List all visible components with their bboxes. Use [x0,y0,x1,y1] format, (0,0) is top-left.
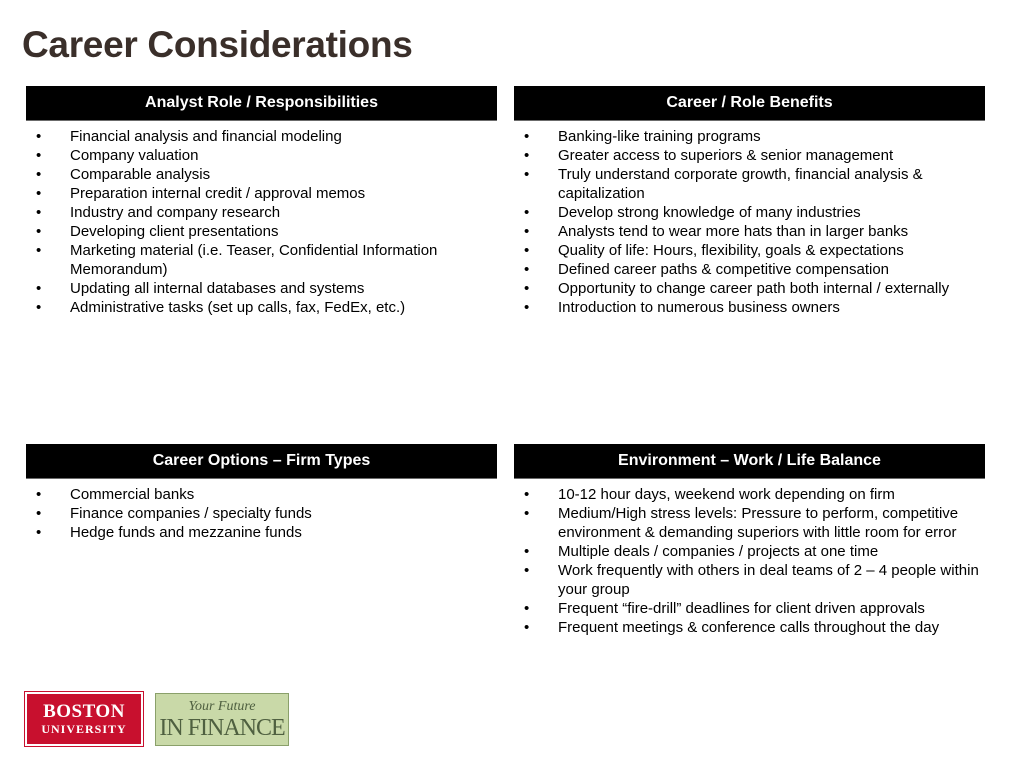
bullet-icon: • [524,543,530,560]
bullet-icon: • [36,505,42,522]
list-item-text: Work frequently with others in deal teams of 2 – 4 people within your group [558,562,979,598]
bullet-icon: • [36,223,42,240]
bullet-icon: • [36,166,42,183]
list-item [26,298,497,317]
bullet-list [26,127,497,317]
bullet-icon: • [36,242,42,259]
list-item-text: Developing client presentations [70,223,279,240]
list-item [26,279,497,298]
bullet-icon: • [524,128,530,145]
logo-line: IN FINANCE [159,715,285,741]
list-item [514,165,1004,203]
list-item-text: Introduction to numerous business owners [558,299,840,316]
list-item-text: Updating all internal databases and systems [70,280,365,297]
logo-line: UNIVERSITY [41,722,127,736]
bullet-icon: • [524,166,530,183]
list-item [514,241,1004,260]
bullet-list [514,127,1004,317]
list-item [514,222,1004,241]
panel-header: Analyst Role / Responsibilities [26,86,497,121]
list-item-text: Truly understand corporate growth, financial analysis & capitalization [558,166,923,202]
list-item-text: Develop strong knowledge of many industries [558,204,861,221]
bullet-icon: • [36,185,42,202]
list-item [514,485,994,504]
list-item-text: Finance companies / specialty funds [70,505,312,522]
list-item [514,298,1004,317]
list-item [26,241,497,279]
bullet-icon: • [524,486,530,503]
panel-header: Career / Role Benefits [514,86,985,121]
list-item-text: Hedge funds and mezzanine funds [70,524,302,541]
list-item-text: Company valuation [70,147,199,164]
bullet-icon: • [36,524,42,541]
bullet-icon: • [524,619,530,636]
list-item [514,203,1004,222]
list-item-text: Frequent meetings & conference calls throughout the day [558,619,940,636]
list-item-text: Industry and company research [70,204,281,221]
list-item [26,203,497,222]
bullet-icon: • [524,242,530,259]
list-item-text: Opportunity to change career path both internal / externally [558,280,950,297]
list-item-text: Commercial banks [70,486,195,503]
list-item [514,599,994,618]
list-item-text: Preparation internal credit / approval memos [70,185,366,202]
panel-header: Environment – Work / Life Balance [514,444,985,479]
bullet-icon: • [36,204,42,221]
list-item [26,146,497,165]
panel-analyst-role [26,86,497,317]
list-item-text: 10-12 hour days, weekend work depending on firm [558,486,895,503]
bullet-icon: • [524,600,530,617]
list-item [514,279,1004,298]
list-item-text: Marketing material (i.e. Teaser, Confidential Information Memorandum) [70,242,438,278]
page-title: Career Considerations [22,24,413,65]
list-item-text: Analysts tend to wear more hats than in larger banks [558,223,909,240]
bullet-icon: • [524,261,530,278]
list-item [514,146,1004,165]
bullet-list [26,485,497,542]
list-item [514,504,994,542]
list-item-text: Multiple deals / companies / projects at one time [558,543,879,560]
list-item-text: Banking-like training programs [558,128,761,145]
panel-role-benefits [514,86,985,317]
bullet-icon: • [524,147,530,164]
bullet-icon: • [36,486,42,503]
bullet-icon: • [524,280,530,297]
bullet-list [514,485,994,637]
list-item-text: Medium/High stress levels: Pressure to perform, competitive environment & demanding superiors with little room for error [558,505,959,541]
bullet-icon: • [524,299,530,316]
panel-firm-types [26,444,497,542]
list-item-text: Comparable analysis [70,166,211,183]
list-item [26,523,497,542]
list-item-text: Financial analysis and financial modeling [70,128,342,145]
bullet-icon: • [36,128,42,145]
list-item [26,504,497,523]
bullet-icon: • [36,299,42,316]
logo-line: BOSTON [43,701,125,722]
list-item [514,561,994,599]
list-item [26,222,497,241]
list-item-text: Frequent “fire-drill” deadlines for client driven approvals [558,600,925,617]
list-item [26,127,497,146]
list-item [514,542,994,561]
panel-header: Career Options – Firm Types [26,444,497,479]
list-item-text: Quality of life: Hours, flexibility, goals & expectations [558,242,904,259]
boston-university-logo [25,692,143,746]
list-item [514,618,994,637]
list-item-text: Administrative tasks (set up calls, fax, FedEx, etc.) [70,299,406,316]
bullet-icon: • [524,505,530,522]
logo-line: Your Future [188,699,256,714]
list-item-text: Greater access to superiors & senior management [558,147,894,164]
bullet-icon: • [524,562,530,579]
bullet-icon: • [36,280,42,297]
panel-work-life-balance [514,444,985,637]
list-item [514,127,1004,146]
list-item [514,260,1004,279]
list-item [26,184,497,203]
list-item [26,165,497,184]
your-future-in-finance-logo [155,693,289,746]
list-item [26,485,497,504]
bullet-icon: • [524,204,530,221]
bullet-icon: • [524,223,530,240]
bullet-icon: • [36,147,42,164]
list-item-text: Defined career paths & competitive compensation [558,261,890,278]
